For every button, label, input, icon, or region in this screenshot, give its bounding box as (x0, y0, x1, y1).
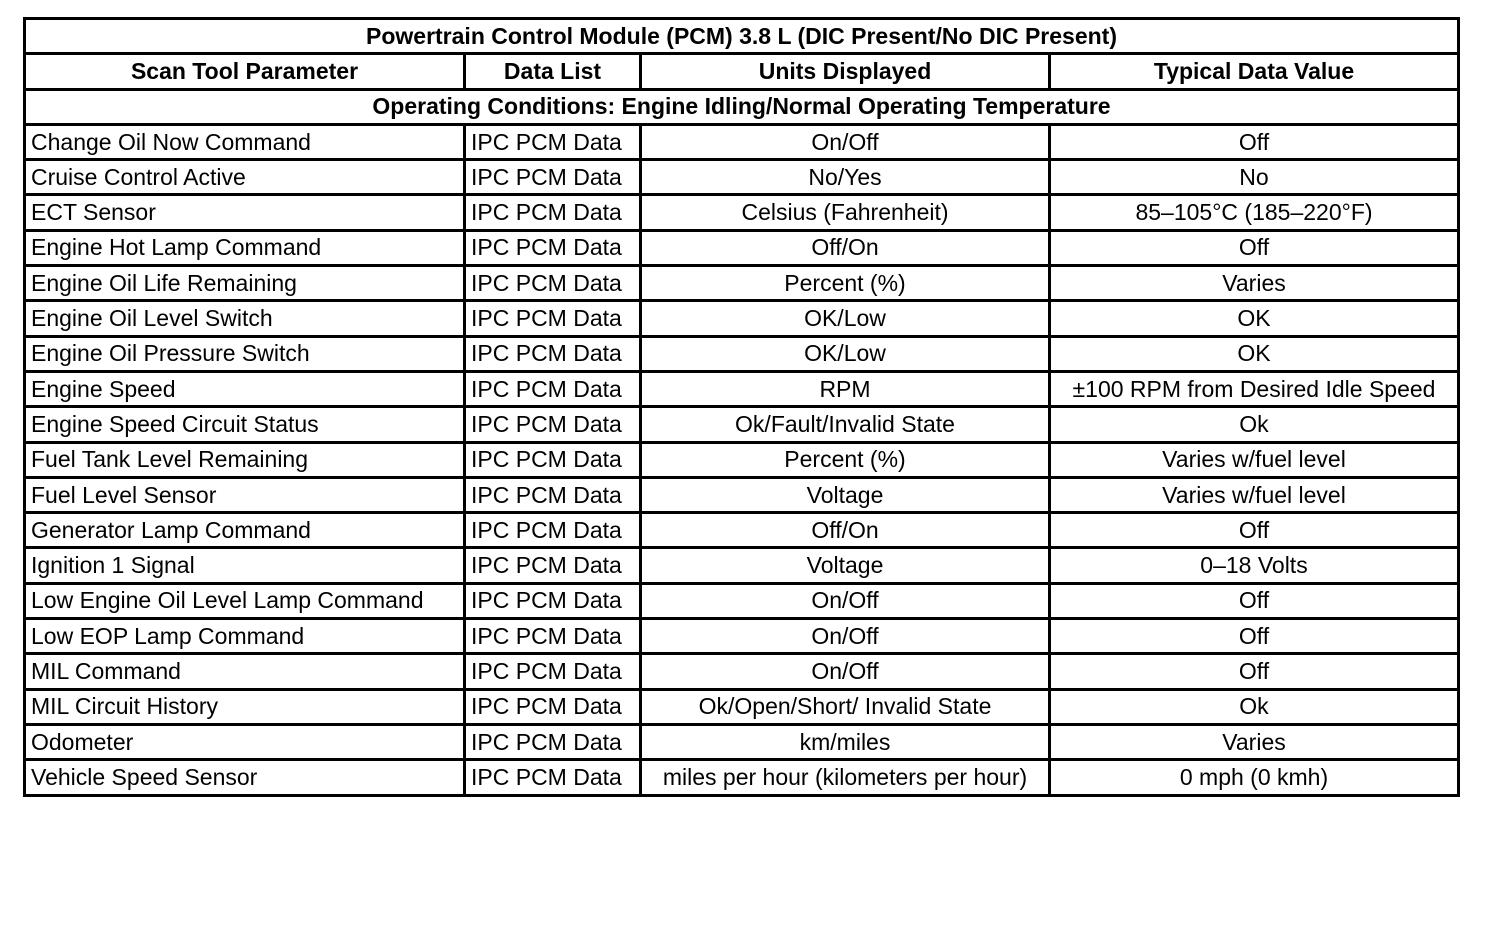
cell-scan-tool-parameter: Engine Speed (25, 371, 465, 406)
table-row (25, 548, 1459, 583)
table-row (25, 477, 1459, 512)
table-row (25, 266, 1459, 301)
cell-typical-data-value: Off (1050, 124, 1459, 159)
cell-units-displayed: On/Off (641, 583, 1050, 618)
cell-typical-data-value: Off (1050, 513, 1459, 548)
cell-scan-tool-parameter: Cruise Control Active (25, 160, 465, 195)
cell-units-displayed: RPM (641, 371, 1050, 406)
table-body (25, 124, 1459, 795)
cell-typical-data-value: Varies (1050, 724, 1459, 759)
table-row (25, 442, 1459, 477)
cell-data-list: IPC PCM Data (465, 548, 641, 583)
table-row (25, 371, 1459, 406)
cell-typical-data-value: Varies w/fuel level (1050, 477, 1459, 512)
cell-scan-tool-parameter: Vehicle Speed Sensor (25, 760, 465, 795)
cell-units-displayed: Off/On (641, 513, 1050, 548)
table-row (25, 689, 1459, 724)
table-row (25, 230, 1459, 265)
cell-typical-data-value: Varies (1050, 266, 1459, 301)
cell-units-displayed: Ok/Fault/Invalid State (641, 407, 1050, 442)
table-row (25, 513, 1459, 548)
cell-data-list: IPC PCM Data (465, 230, 641, 265)
title-row (25, 19, 1459, 54)
cell-typical-data-value: Off (1050, 619, 1459, 654)
cell-typical-data-value: Off (1050, 583, 1459, 618)
cell-scan-tool-parameter: Change Oil Now Command (25, 124, 465, 159)
cell-units-displayed: Off/On (641, 230, 1050, 265)
cell-units-displayed: OK/Low (641, 301, 1050, 336)
cell-scan-tool-parameter: Low Engine Oil Level Lamp Command (25, 583, 465, 618)
cell-data-list: IPC PCM Data (465, 583, 641, 618)
cell-data-list: IPC PCM Data (465, 654, 641, 689)
cell-data-list: IPC PCM Data (465, 689, 641, 724)
cell-scan-tool-parameter: MIL Command (25, 654, 465, 689)
cell-units-displayed: On/Off (641, 654, 1050, 689)
table-row (25, 654, 1459, 689)
table-row (25, 301, 1459, 336)
table-row (25, 724, 1459, 759)
cell-typical-data-value: No (1050, 160, 1459, 195)
cell-data-list: IPC PCM Data (465, 195, 641, 230)
cell-scan-tool-parameter: Engine Oil Pressure Switch (25, 336, 465, 371)
table-row (25, 195, 1459, 230)
cell-scan-tool-parameter: Engine Speed Circuit Status (25, 407, 465, 442)
cell-units-displayed: OK/Low (641, 336, 1050, 371)
cell-units-displayed: miles per hour (kilometers per hour) (641, 760, 1050, 795)
cell-units-displayed: Voltage (641, 548, 1050, 583)
cell-typical-data-value: 0–18 Volts (1050, 548, 1459, 583)
cell-scan-tool-parameter: ECT Sensor (25, 195, 465, 230)
cell-units-displayed: Percent (%) (641, 266, 1050, 301)
cell-typical-data-value: Off (1050, 654, 1459, 689)
cell-units-displayed: Ok/Open/Short/ Invalid State (641, 689, 1050, 724)
cell-data-list: IPC PCM Data (465, 513, 641, 548)
operating-conditions: Operating Conditions: Engine Idling/Normal Operating Temperature (25, 89, 1459, 124)
cell-typical-data-value: ±100 RPM from Desired Idle Speed (1050, 371, 1459, 406)
table-row (25, 124, 1459, 159)
table-row (25, 583, 1459, 618)
cell-scan-tool-parameter: MIL Circuit History (25, 689, 465, 724)
cell-data-list: IPC PCM Data (465, 160, 641, 195)
table-title: Powertrain Control Module (PCM) 3.8 L (DIC Present/No DIC Present) (25, 19, 1459, 54)
cell-units-displayed: No/Yes (641, 160, 1050, 195)
cell-typical-data-value: OK (1050, 301, 1459, 336)
cell-typical-data-value: 85–105°C (185–220°F) (1050, 195, 1459, 230)
table-row (25, 619, 1459, 654)
cell-units-displayed: Voltage (641, 477, 1050, 512)
table-row (25, 760, 1459, 795)
header-data-list: Data List (465, 54, 641, 89)
data-table-container (23, 17, 1457, 797)
cell-typical-data-value: OK (1050, 336, 1459, 371)
pcm-data-table (23, 17, 1460, 797)
cell-data-list: IPC PCM Data (465, 407, 641, 442)
header-typical-data-value: Typical Data Value (1050, 54, 1459, 89)
cell-typical-data-value: Varies w/fuel level (1050, 442, 1459, 477)
cell-typical-data-value: Off (1050, 230, 1459, 265)
cell-data-list: IPC PCM Data (465, 760, 641, 795)
cell-data-list: IPC PCM Data (465, 442, 641, 477)
cell-data-list: IPC PCM Data (465, 724, 641, 759)
cell-scan-tool-parameter: Ignition 1 Signal (25, 548, 465, 583)
cell-data-list: IPC PCM Data (465, 371, 641, 406)
table-row (25, 407, 1459, 442)
header-scan-tool-parameter: Scan Tool Parameter (25, 54, 465, 89)
cell-scan-tool-parameter: Low EOP Lamp Command (25, 619, 465, 654)
conditions-row (25, 89, 1459, 124)
cell-data-list: IPC PCM Data (465, 336, 641, 371)
cell-data-list: IPC PCM Data (465, 301, 641, 336)
cell-units-displayed: Percent (%) (641, 442, 1050, 477)
cell-units-displayed: On/Off (641, 619, 1050, 654)
cell-scan-tool-parameter: Fuel Tank Level Remaining (25, 442, 465, 477)
cell-typical-data-value: Ok (1050, 407, 1459, 442)
cell-typical-data-value: 0 mph (0 kmh) (1050, 760, 1459, 795)
header-units-displayed: Units Displayed (641, 54, 1050, 89)
cell-scan-tool-parameter: Odometer (25, 724, 465, 759)
cell-typical-data-value: Ok (1050, 689, 1459, 724)
cell-scan-tool-parameter: Fuel Level Sensor (25, 477, 465, 512)
cell-data-list: IPC PCM Data (465, 477, 641, 512)
table-row (25, 336, 1459, 371)
cell-scan-tool-parameter: Engine Oil Level Switch (25, 301, 465, 336)
cell-data-list: IPC PCM Data (465, 619, 641, 654)
cell-units-displayed: Celsius (Fahrenheit) (641, 195, 1050, 230)
cell-data-list: IPC PCM Data (465, 124, 641, 159)
cell-scan-tool-parameter: Engine Oil Life Remaining (25, 266, 465, 301)
cell-units-displayed: On/Off (641, 124, 1050, 159)
cell-data-list: IPC PCM Data (465, 266, 641, 301)
cell-units-displayed: km/miles (641, 724, 1050, 759)
table-row (25, 160, 1459, 195)
header-row (25, 54, 1459, 89)
cell-scan-tool-parameter: Engine Hot Lamp Command (25, 230, 465, 265)
cell-scan-tool-parameter: Generator Lamp Command (25, 513, 465, 548)
